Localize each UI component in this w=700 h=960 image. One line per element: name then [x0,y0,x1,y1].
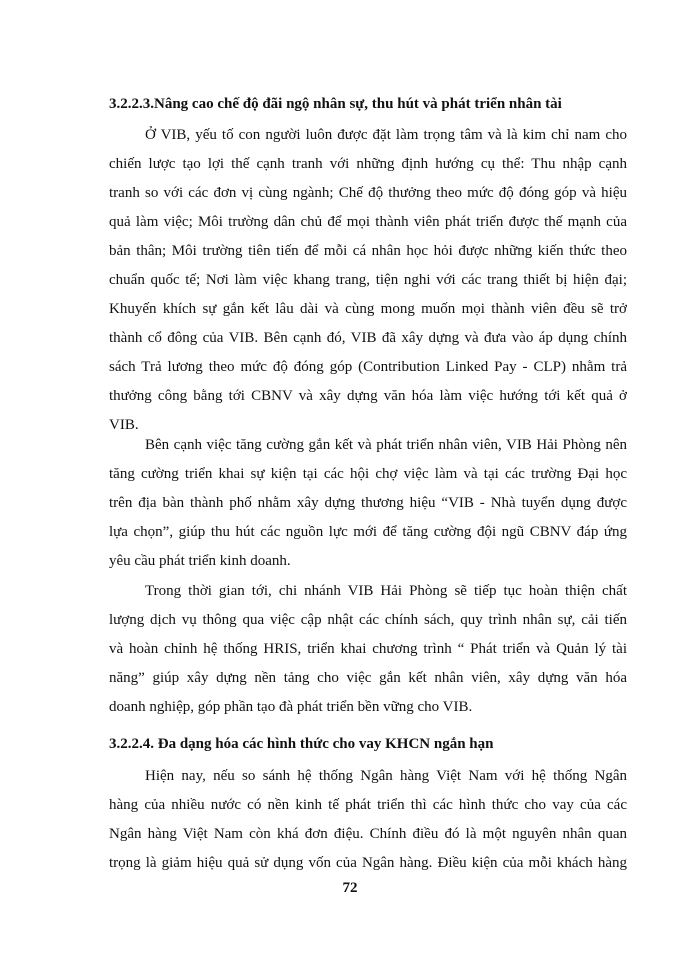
text-line: hàng của nhiều nước có nền kinh tế phát triển thì các hình thức cho vay của các [109,797,627,813]
text-line: chuẩn quốc tế; Nơi làm việc khang trang, tiện nghi với các trang thiết bị hiện đại; [109,272,627,288]
text-line: lựa chọn”, giúp thu hút các nguồn lực mới để tăng cường đội ngũ CBNV đáp ứng [109,524,627,540]
text-line: quả làm việc; Môi trường dân chủ để mọi thành viên phát triển được thế mạnh của [109,214,627,230]
text-line: và hoàn chỉnh hệ thống HRIS, triển khai chương trình “ Phát triển và Quản lý tài [109,641,627,657]
text-line: doanh nghiệp, góp phần tạo đà phát triển bền vững cho VIB. [109,699,473,715]
text-line: lượng dịch vụ thông qua việc cập nhật các chính sách, quy trình nhân sự, cải tiến [109,612,627,628]
text-line: VIB. [109,417,139,433]
text-line: thành cổ đông của VIB. Bên cạnh đó, VIB đã xây dựng và đưa vào áp dụng chính [109,330,627,346]
text-line: Bên cạnh việc tăng cường gắn kết và phát triển nhân viên, VIB Hải Phòng nên [145,437,627,453]
text-line: thưởng công bằng tới CBNV và xây dựng văn hóa làm việc hướng tới kết quả ở [109,388,627,404]
page-number: 72 [342,880,358,896]
text-line: Ngân hàng Việt Nam còn khá đơn điệu. Chính điều đó là một nguyên nhân quan [109,826,627,842]
text-line: Khuyến khích sự gắn kết lâu dài và cùng mong muốn mọi thành viên đều sẽ trở [109,301,627,317]
text-line: tranh so với các đơn vị cùng ngành; Chế độ thưởng theo mức độ đóng góp và hiệu [109,185,627,201]
text-line: yêu cầu phát triển kinh doanh. [109,553,291,569]
text-line: tăng cường triển khai sự kiện tại các hội chợ việc làm và tại các trường Đại học [109,466,627,482]
text-line: Trong thời gian tới, chi nhánh VIB Hải Phòng sẽ tiếp tục hoàn thiện chất [145,583,627,599]
text-line: bản thân; Môi trường tiên tiến để mỗi cá nhân học hỏi được những kiến thức theo [109,243,627,259]
section-heading-3-2-2-4: 3.2.2.4. Đa dạng hóa các hình thức cho vay KHCN ngắn hạn [109,736,494,752]
text-line: trọng là giảm hiệu quả sử dụng vốn của Ngân hàng. Điều kiện của mỗi khách hàng [109,855,627,871]
paragraph-employee-engagement [109,431,627,576]
text-line: chiến lược tạo lợi thế cạnh tranh với những định hướng cụ thể: Thu nhập cạnh [109,156,627,172]
text-line: sách Trả lương theo mức độ đóng góp (Contribution Linked Pay - CLP) nhằm trả [109,359,627,375]
text-line: Ở VIB, yếu tố con người luôn được đặt làm trọng tâm và là kim chỉ nam cho [145,127,627,143]
section-heading-3-2-2-3: 3.2.2.3.Nâng cao chế độ đãi ngộ nhân sự, thu hút và phát triển nhân tài [109,96,562,112]
text-line: năng” giúp xây dựng nền tảng cho việc gắn kết nhân viên, xây dựng văn hóa [109,670,627,686]
text-line: trên địa bàn thành phố nhằm xây dựng thương hiệu “VIB - Nhà tuyển dụng được [109,495,627,511]
paragraph-vib-human-factor [109,121,627,440]
text-line: Hiện nay, nếu so sánh hệ thống Ngân hàng Việt Nam với hệ thống Ngân [145,768,627,784]
paragraph-future-plans [109,577,627,722]
paragraph-loan-diversification [109,762,627,878]
